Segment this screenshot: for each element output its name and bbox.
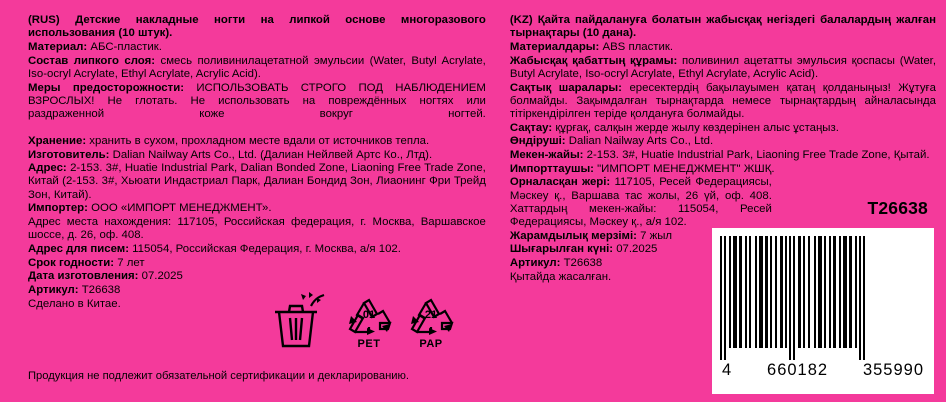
rus-row-material bbox=[28, 41, 486, 54]
rus-row-manufacturer bbox=[28, 149, 486, 162]
rus-label-adhesive: Состав липкого слоя: bbox=[28, 54, 156, 67]
rus-value-made-in: Сделано в Китае. bbox=[28, 297, 121, 310]
kz-value-storage: құрғақ, салқын жерде жылу көздерінен алыс ұстаңыз. bbox=[555, 121, 839, 134]
kz-label-precautions: Сақтық шаралары: bbox=[509, 81, 622, 94]
do-not-litter-icon bbox=[265, 292, 327, 355]
kz-value-made-in: Қытайда жасалған. bbox=[509, 270, 612, 283]
rus-value-location: Адрес места нахождения: 117105, Российская федерация, г. Москва, Варшавское шоссе, д. 26, оф. 408. bbox=[28, 216, 486, 242]
rus-label-importer: Импортер: bbox=[28, 202, 88, 215]
rus-value-precautions: ИСПОЛЬЗОВАТЬ СТРОГО ПОД НАБЛЮДЕНИЕМ ВЗРОСЛЫХ! Не глотать. Не использовать на повреждённых ногтях или раздраженной коже вокруг ногтей. bbox=[28, 81, 486, 120]
kz-value-shelf-life: 7 жыл bbox=[640, 229, 673, 242]
pap-code-number: 21 bbox=[424, 309, 438, 321]
rus-row-shelf-life bbox=[28, 257, 486, 270]
rus-value-manufacturer: Dalian Nailway Arts Co., Ltd. (Далиан Нейлвей Артс Ко., Лтд). bbox=[112, 148, 433, 161]
kz-label-manufacture-date: Шығарылған күні: bbox=[509, 243, 614, 256]
certification-note: Продукция не подлежит обязательной сертификации и декларированию. bbox=[28, 370, 410, 382]
kz-value-precautions: ересектердің бақылауымен қатаң қолданыңыз! Жұтуға болмайды. Зақымдалған тырнақтарда немесе тырнақтардың айналасында тітіркендірілген теріде қолдануға болмайды. bbox=[509, 81, 937, 120]
rus-label-precautions: Меры предосторожности: bbox=[28, 81, 184, 94]
pet-code-number: 01 bbox=[362, 309, 376, 321]
rus-row-precautions bbox=[28, 82, 486, 135]
rus-row-storage bbox=[28, 135, 486, 148]
rus-value-address: 2-153. 3#, Huatie Industrial Park, Dalian Bonded Zone, Liaoning Free Trade Zone, Китай (2-153. 3#, Хьюати Индастриал Парк, Далиан Бондид Зон, Лиаонинг Фри Трейд Зон, Китай). bbox=[28, 162, 486, 201]
kz-title bbox=[510, 14, 936, 40]
kz-title-text: (KZ) Қайта пайдалануға болатын жабысқақ негіздегі балалардың жалған тырнақтары (10 дана). bbox=[509, 14, 936, 40]
pet-recycle-icon bbox=[343, 296, 395, 350]
kz-row-address bbox=[510, 149, 936, 162]
kz-label-shelf-life: Жарамдылық мерзімі: bbox=[509, 229, 637, 242]
barcode bbox=[712, 228, 934, 394]
rus-value-importer: ООО «ИМПОРТ МЕНЕДЖМЕНТ». bbox=[91, 202, 272, 215]
rus-label-manufacture-date: Дата изготовления: bbox=[28, 270, 139, 283]
kz-row-material bbox=[510, 41, 936, 54]
kz-value-adhesive: поливинил ацетатты эмульсия қоспасы (Water, Butyl Acrylate, Iso-ocryl Acrylate, Ethyl Acrylate, Acrylic Acid). bbox=[509, 54, 936, 80]
rus-row-adhesive bbox=[28, 55, 486, 81]
rus-label-material: Материал: bbox=[28, 40, 88, 53]
rus-value-manufacture-date: 07.2025 bbox=[141, 270, 183, 283]
rus-row-address bbox=[28, 162, 486, 202]
rus-label-shelf-life: Срок годности: bbox=[28, 256, 115, 269]
rus-row-importer bbox=[28, 202, 486, 215]
kz-label-storage: Сақтау: bbox=[509, 121, 553, 134]
kz-label-article: Артикул: bbox=[509, 257, 561, 270]
kz-row-precautions bbox=[510, 82, 936, 122]
kz-row-location bbox=[510, 176, 772, 229]
rus-row-location bbox=[28, 216, 486, 242]
rus-value-article: T26638 bbox=[81, 284, 121, 297]
kz-row-importer bbox=[510, 163, 936, 176]
rus-label-manufacturer: Изготовитель: bbox=[28, 148, 110, 161]
kz-label-location: Орналасқан жері: bbox=[509, 176, 611, 189]
rus-title bbox=[28, 14, 486, 40]
barcode-bars bbox=[720, 236, 926, 360]
rus-value-material: АБС-пластик. bbox=[90, 40, 162, 53]
recycling-icon-group bbox=[265, 292, 465, 354]
kz-label-adhesive: Жабысқақ қабаттың құрамы: bbox=[509, 54, 678, 67]
rus-label-address: Адрес: bbox=[28, 162, 67, 175]
rus-row-mail-address bbox=[28, 243, 486, 256]
kz-label-manufacturer: Өндіруші: bbox=[509, 135, 566, 148]
kz-row-manufacturer bbox=[510, 135, 936, 148]
pet-caption: PET bbox=[357, 338, 381, 350]
kz-label-material: Материалдары: bbox=[509, 40, 600, 53]
kz-label-importer: Импорттаушы: bbox=[509, 162, 594, 175]
pap-caption: PAP bbox=[419, 338, 443, 350]
kz-row-storage bbox=[510, 122, 936, 135]
kz-value-manufacture-date: 07.2025 bbox=[616, 243, 658, 256]
rus-row-manufacture-date bbox=[28, 270, 486, 283]
kz-value-importer: "ИМПОРТ МЕНЕДЖМЕНТ" ЖШҚ. bbox=[597, 162, 775, 175]
kz-value-address: 2-153. 3#, Huatie Industrial Park, Liaoning Free Trade Zone, Қытай. bbox=[586, 149, 930, 162]
rus-label-article: Артикул: bbox=[28, 284, 79, 297]
barcode-digits-group1: 660182 bbox=[767, 361, 829, 379]
barcode-digit-first: 4 bbox=[722, 361, 733, 379]
kz-value-article: T26638 bbox=[563, 257, 603, 270]
rus-value-storage: хранить в сухом, прохладном месте вдали от источников тепла. bbox=[89, 134, 430, 147]
kz-value-manufacturer: Dalian Nailway Arts Co., Ltd. bbox=[568, 135, 714, 148]
barcode-digits-group2: 355990 bbox=[862, 361, 924, 379]
article-number: T26638 bbox=[867, 198, 928, 218]
pap-recycle-icon bbox=[405, 296, 457, 350]
rus-value-adhesive: смесь поливинилацетатной эмульсии (Water, Butyl Acrylate, Iso-ocryl Acrylate, Ethyl Acrylate, Acrylic Acid). bbox=[28, 54, 486, 80]
kz-value-location: 117105, Ресей Федерациясы, Мәскеу қ., Варшава тас жолы, 26 үй, оф. 408. Хаттардың мекен-жайы: 115054, Ресей Федерациясы, Мәскеу қ., а/я 102. bbox=[509, 176, 772, 229]
rus-title-text: (RUS) Детские накладные ногти на липкой основе многоразового использования (10 штук). bbox=[28, 14, 486, 40]
barcode-digits bbox=[720, 360, 926, 380]
rus-value-shelf-life: 7 лет bbox=[117, 256, 145, 269]
rus-value-mail-address: 115054, Российская Федерация, г. Москва, а/я 102. bbox=[132, 242, 401, 255]
kz-row-adhesive bbox=[510, 55, 936, 81]
rus-label-mail-address: Адрес для писем: bbox=[28, 242, 129, 255]
kz-value-material: ABS пластик. bbox=[602, 40, 674, 53]
rus-label-storage: Хранение: bbox=[28, 134, 87, 147]
kz-label-address: Мекен-жайы: bbox=[509, 149, 584, 162]
